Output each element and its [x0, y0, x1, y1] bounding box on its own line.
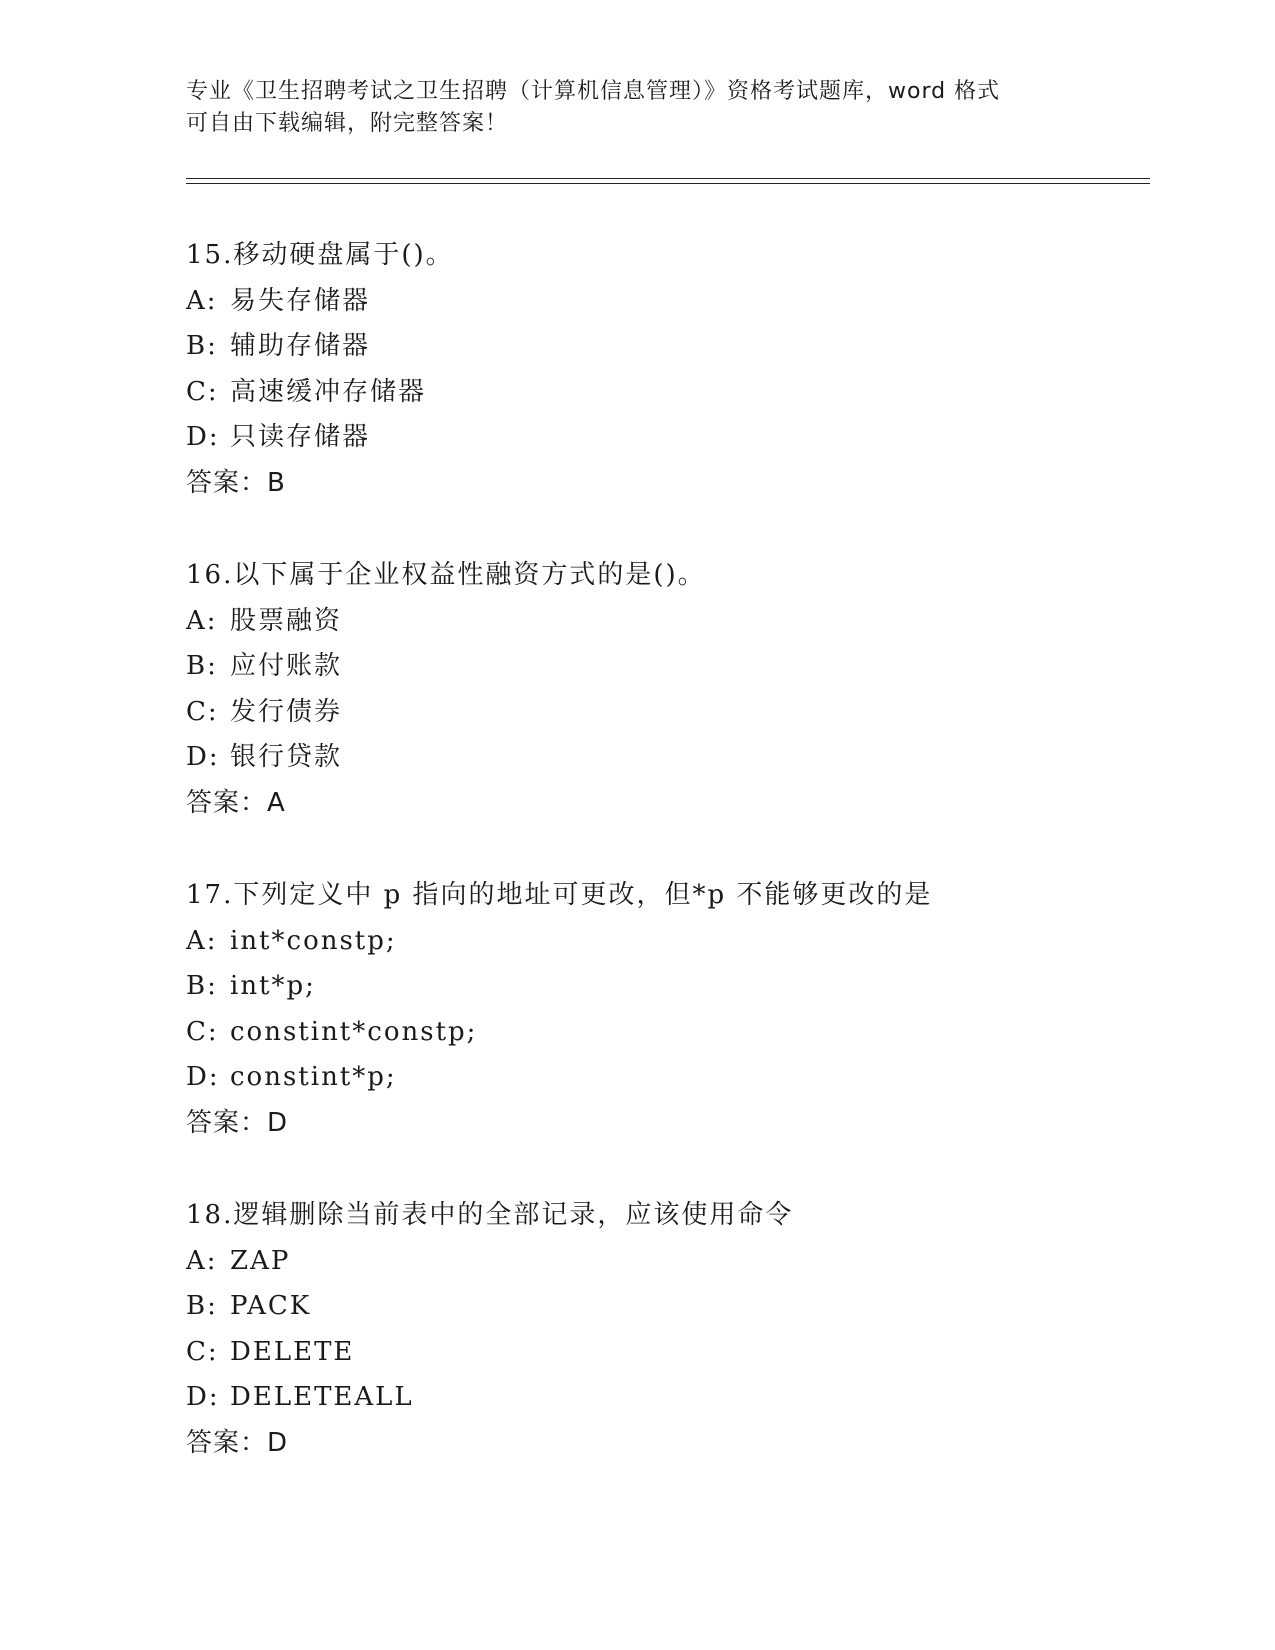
- option-text: 只读存储器: [230, 422, 371, 452]
- option-d: [186, 415, 1146, 461]
- option-d: [186, 1055, 1146, 1101]
- option-b: [186, 644, 1146, 690]
- question-17: [186, 873, 1146, 1146]
- option-text: 发行债券: [230, 696, 343, 727]
- option-text: PACK: [230, 1291, 312, 1321]
- option-text: int*p;: [230, 971, 316, 1001]
- answer: 答案：D: [186, 1427, 289, 1458]
- question-title: 17.下列定义中 p 指向的地址可更改，但*p 不能够更改的是: [186, 880, 933, 910]
- header-line-1: 专业《卫生招聘考试之卫生招聘（计算机信息管理）》资格考试题库，word 格式: [186, 79, 1001, 104]
- header-line-2: 可自由下载编辑，附完整答案！: [186, 111, 509, 136]
- option-text: 应付账款: [230, 651, 343, 681]
- option-label: D:: [186, 742, 220, 772]
- question-15: [186, 233, 1146, 506]
- option-text: 银行贷款: [230, 742, 343, 772]
- option-text: int*constp;: [230, 925, 397, 956]
- question-18: [186, 1193, 1146, 1466]
- option-label: D:: [186, 422, 220, 452]
- question-title: 16.以下属于企业权益性融资方式的是()。: [186, 560, 706, 590]
- option-text: 辅助存储器: [230, 331, 371, 361]
- option-c: [186, 690, 1146, 736]
- option-text: 易失存储器: [230, 285, 371, 316]
- option-b: [186, 1284, 1146, 1330]
- option-text: DELETEALL: [230, 1382, 414, 1412]
- option-label: B:: [186, 651, 218, 681]
- option-label: C:: [186, 376, 219, 407]
- option-label: D:: [186, 1382, 220, 1412]
- option-label: B:: [186, 331, 218, 361]
- answer: 答案：B: [186, 467, 286, 498]
- option-a: [186, 599, 1146, 645]
- option-a: [186, 279, 1146, 325]
- option-label: B:: [186, 971, 218, 1001]
- answer: 答案：A: [186, 787, 286, 818]
- option-label: A:: [186, 285, 218, 316]
- question-title: 18.逻辑删除当前表中的全部记录，应该使用命令: [186, 1200, 794, 1230]
- option-label: B:: [186, 1291, 218, 1321]
- document-header: [186, 76, 1086, 140]
- option-text: 股票融资: [230, 605, 343, 636]
- option-label: A:: [186, 925, 218, 956]
- option-c: [186, 1330, 1146, 1376]
- option-text: constint*constp;: [230, 1016, 478, 1047]
- option-text: 高速缓冲存储器: [230, 376, 427, 407]
- option-text: constint*p;: [230, 1062, 397, 1092]
- option-b: [186, 964, 1146, 1010]
- option-label: D:: [186, 1062, 220, 1092]
- option-text: ZAP: [230, 1245, 291, 1276]
- option-c: [186, 370, 1146, 416]
- question-16: [186, 553, 1146, 826]
- header-divider-top: [186, 178, 1150, 179]
- header-divider-bottom: [186, 183, 1150, 184]
- option-label: C:: [186, 696, 219, 727]
- question-title: 15.移动硬盘属于()。: [186, 240, 454, 270]
- option-b: [186, 324, 1146, 370]
- option-d: [186, 1375, 1146, 1421]
- option-label: A:: [186, 605, 218, 636]
- option-a: [186, 1239, 1146, 1285]
- option-c: [186, 1010, 1146, 1056]
- option-text: DELETE: [230, 1336, 355, 1367]
- option-d: [186, 735, 1146, 781]
- option-label: A:: [186, 1245, 218, 1276]
- answer: 答案：D: [186, 1107, 289, 1138]
- option-a: [186, 919, 1146, 965]
- option-label: C:: [186, 1016, 219, 1047]
- option-label: C:: [186, 1336, 219, 1367]
